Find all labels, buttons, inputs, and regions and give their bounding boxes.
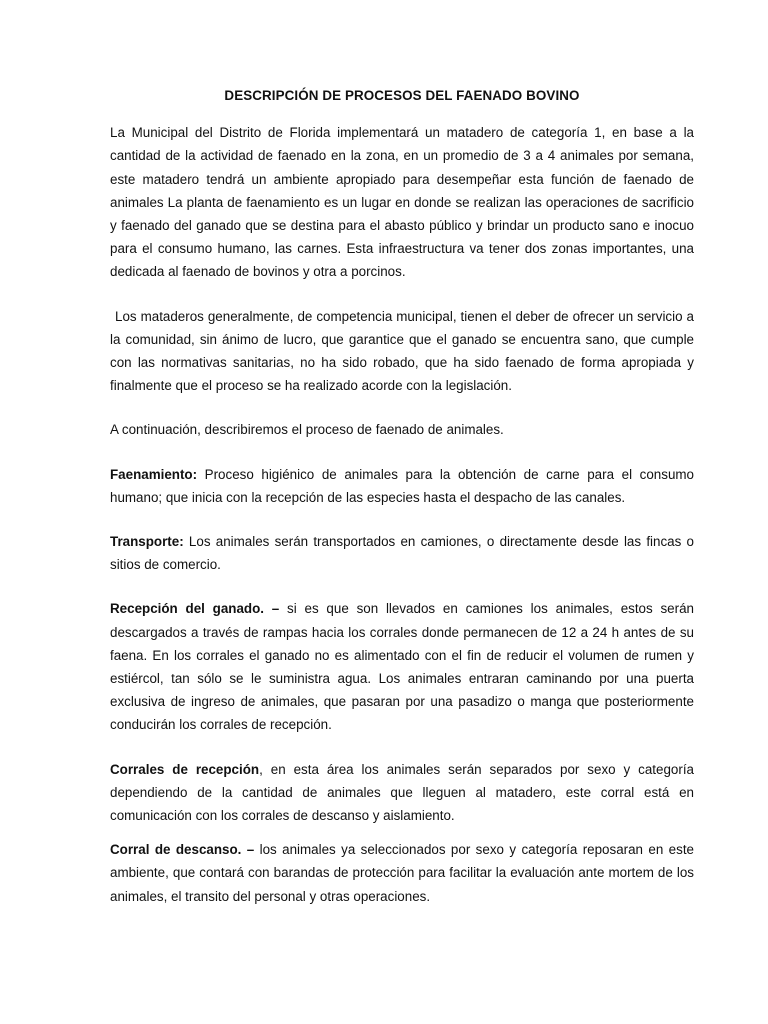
paragraph-faenamiento: [110, 463, 694, 509]
term-recepcion-ganado: Recepción del ganado. –: [110, 601, 280, 617]
paragraph-mataderos: [110, 305, 694, 398]
paragraph-corrales-recepcion: [110, 758, 694, 828]
paragraph-continuacion: [110, 418, 694, 441]
paragraph-continuacion-text: A continuación, describiremos el proceso de faenado de animales.: [110, 422, 504, 438]
paragraph-corral-descanso-text: los animales ya seleccionados por sexo y categoría reposaran en este ambiente, que contará con barandas de protección para facilitar la evaluación ante mortem de los animales, el transito del personal y otras operaciones.: [110, 842, 694, 904]
term-corral-descanso: Corral de descanso. –: [110, 842, 255, 858]
term-corrales-recepcion: Corrales de recepción: [110, 761, 260, 777]
paragraph-corral-descanso: [110, 838, 694, 908]
paragraph-recepcion-ganado-text: si es que son llevados en camiones los animales, estos serán descargados a través de rampas hacia los corrales donde permanecen de 12 a 24 h antes de su faena. En los corrales el ganado no es alimentado con el fin de reducir el volumen de rumen y estiércol, tan sólo se le suministra agua. Los animales entraran caminando por una puerta exclusiva de ingreso de animales, que pasaran por una pasadizo o manga que posteriormente conducirán los corrales de recepción.: [110, 601, 694, 733]
paragraph-recepcion-ganado: [110, 597, 694, 736]
paragraph-intro-text: La Municipal del Distrito de Florida implementará un matadero de categoría 1, en base a la cantidad de la actividad de faenado en la zona, en un promedio de 3 a 4 animales por semana, este matadero tendrá un ambiente apropiado para desempeñar esta función de faenado de animales La planta de faenamiento es un lugar en donde se realizan las operaciones de sacrificio y faenado del ganado que se destina para el abasto público y brindar un producto sano e inocuo para el consumo humano, las carnes. Esta infraestructura va tener dos zonas importantes, una dedicada al faenado de bovinos y otra a porcinos.: [110, 125, 694, 280]
term-transporte: Transporte:: [110, 534, 184, 550]
document-title: DESCRIPCIÓN DE PROCESOS DEL FAENADO BOVINO: [224, 88, 580, 103]
document-page: [110, 84, 694, 908]
paragraph-mataderos-text: Los mataderos generalmente, de competencia municipal, tienen el deber de ofrecer un servicio a la comunidad, sin ánimo de lucro, que garantice que el ganado se encuentra sano, que cumple con las normativas sanitarias, no ha sido robado, que ha sido faenado de forma apropiada y finalmente que el proceso se ha realizado acorde con la legislación.: [110, 308, 694, 394]
paragraph-faenamiento-text: Proceso higiénico de animales para la obtención de carne para el consumo humano; que inicia con la recepción de las especies hasta el despacho de las canales.: [110, 466, 694, 505]
paragraph-transporte-text: Los animales serán transportados en camiones, o directamente desde las fincas o sitios de comercio.: [110, 534, 694, 573]
paragraph-transporte: [110, 530, 694, 576]
paragraph-intro: [110, 121, 694, 283]
term-faenamiento: Faenamiento:: [110, 466, 198, 482]
paragraph-corrales-recepcion-text: , en esta área los animales serán separados por sexo y categoría dependiendo de la cantidad de animales que lleguen al matadero, este corral está en comunicación con los corrales de descanso y aislamiento.: [110, 761, 694, 824]
